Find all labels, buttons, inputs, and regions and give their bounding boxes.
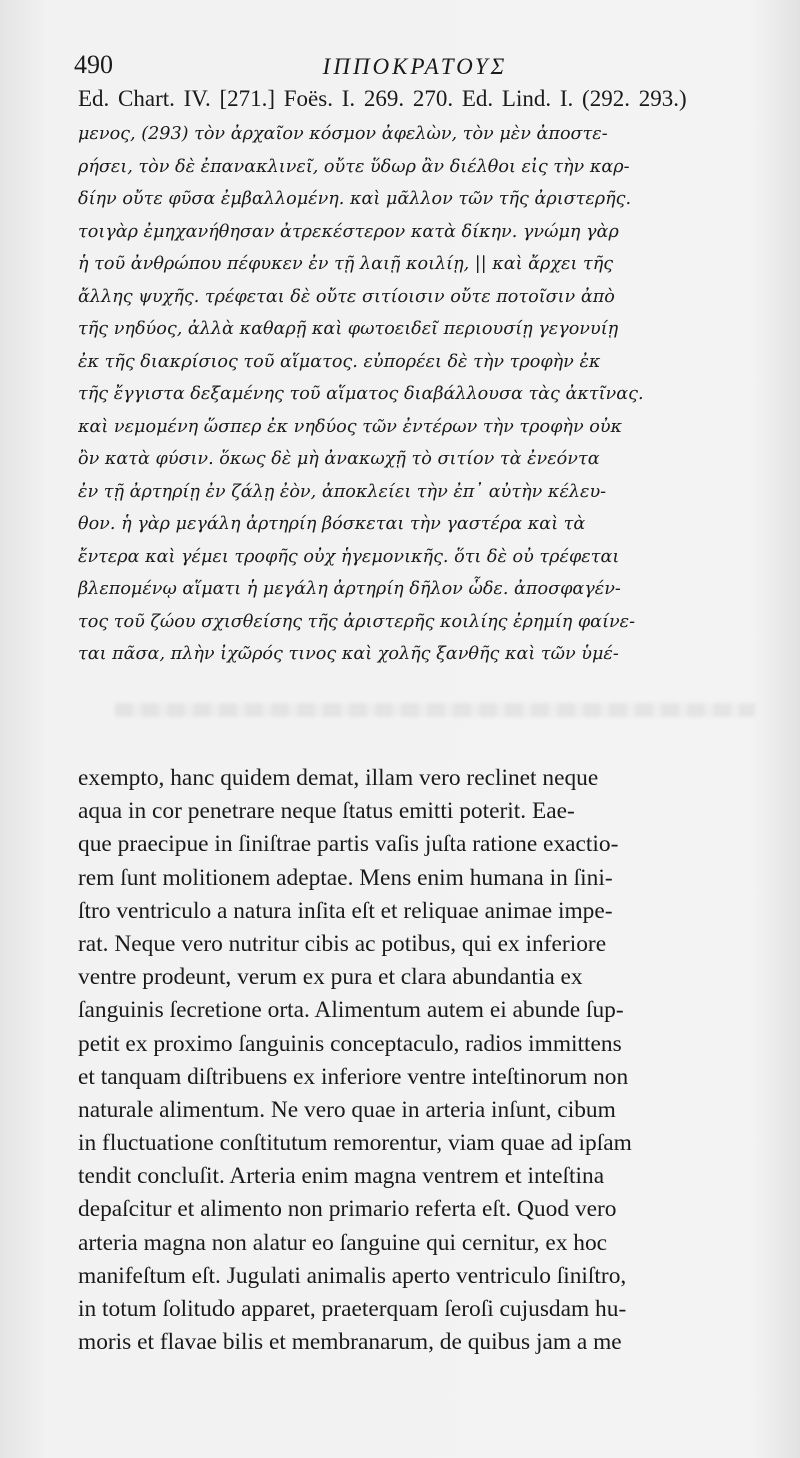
latin-line: naturale alimentum. Ne vero quae in arteria inſunt, cibum (78, 1096, 616, 1123)
edition-reference: Ed. Chart. IV. [271.] Foës. I. 269. 270. Ed. Lind. I. (292. 293.) (78, 86, 687, 111)
greek-line: τοιγὰρ ἐμηχανήθησαν ἀτρεκέστερον κατὰ δίκην. γνώμη γὰρ (78, 221, 619, 242)
page-number: 490 (74, 50, 113, 79)
greek-line: μενος, (293) τὸν ἀρχαῖον κόσμον ἀφελὼν, τὸν μὲν ἀποστε- (78, 124, 608, 144)
greek-line: ὂν κατὰ φύσιν. ὅκως δὲ μὴ ἀνακωχῇ τὸ σιτίον τὰ ἐνεόντα (78, 449, 600, 469)
greek-line: ται πᾶσα, πλὴν ἰχῶρός τινος καὶ χολῆς ξανθῆς καὶ τῶν ὑμέ- (78, 644, 619, 664)
latin-line: tendit concluſit. Arteria enim magna ventrem et inteſtina (78, 1163, 605, 1190)
latin-line: ventre prodeunt, verum ex pura et clara abundantia ex (78, 964, 583, 991)
greek-line: ρήσει, τὸν δὲ ἐπανακλινεῖ, οὔτε ὕδωρ ἂν διέλθοι εἰς τὴν καρ- (78, 156, 630, 177)
latin-line: depaſcitur et alimento non primario referta eſt. Quod vero (78, 1196, 617, 1223)
page-header (74, 50, 756, 84)
latin-line: arteria magna non alatur eo ſanguine qui cernitur, ex hoc (78, 1229, 608, 1256)
latin-line: in totum ſolitudo apparet, praeterquam ſeroſi cujusdam hu- (78, 1296, 627, 1322)
greek-line: ἄλλης ψυχῆς. τρέφεται δὲ οὔτε σιτίοισιν οὔτε ποτοῖσιν ἀπὸ (78, 286, 615, 307)
running-title: ΙΠΠΟΚΡΑΤΟΥΣ (322, 54, 508, 79)
latin-line: in fluctuatione conſtitutum remorentur, viam quae ad ipſam (78, 1130, 632, 1157)
greek-line: ἡ τοῦ ἀνθρώπου πέφυκεν ἐν τῇ λαιῇ κοιλίῃ, || καὶ ἄρχει τῆς (78, 254, 614, 274)
bleed-through-shadow (115, 703, 755, 717)
latin-line: exempto, hanc quidem demat, illam vero reclinet neque (78, 765, 599, 791)
greek-line: καὶ νεμομένη ὥσπερ ἐκ νηδύος τῶν ἐντέρων τὴν τροφὴν οὐκ (78, 416, 623, 437)
greek-line: θον. ἡ γὰρ μεγάλη ἀρτηρίη βόσκεται τὴν γαστέρα καὶ τὰ (78, 514, 586, 534)
greek-line: τῆς ἔγγιστα δεξαμένης τοῦ αἵματος διαβάλλουσα τὰς ἀκτῖνας. (78, 384, 644, 404)
latin-line: rem ſunt molitionem adeptae. Mens enim humana in ſini- (78, 864, 613, 891)
greek-line: τῆς νηδύος, ἀλλὰ καθαρῇ καὶ φωτοειδεῖ περιουσίῃ γεγονυίῃ (78, 319, 619, 339)
greek-line: ἔντερα καὶ γέμει τροφῆς οὐχ ἡγεμονικῆς. ὅτι δὲ οὐ τρέφεται (78, 546, 620, 567)
greek-line: βλεπομένῳ αἵματι ἡ μεγάλη ἀρτηρίη δῆλον ὧδε. ἀποσφαγέν- (78, 579, 621, 599)
greek-line: τος τοῦ ζώου σχισθείσης τῆς ἀριστερῆς κοιλίης ἐρημίη φαίνε- (78, 611, 636, 632)
greek-text-block (78, 118, 768, 671)
latin-line: moris et flavae bilis et membranarum, de quibus jam a me (78, 1329, 622, 1356)
latin-line: rat. Neque vero nutritur cibis ac potibus, qui ex inferiore (78, 930, 607, 957)
greek-line: ἐν τῇ ἀρτηρίῃ ἐν ζάλῃ ἐὸν, ἀποκλείει τὴν ἐπ᾽ αὐτὴν κέλευ- (78, 481, 607, 502)
latin-line: petit ex proximo ſanguinis conceptaculo, radios immittens (78, 1030, 622, 1057)
greek-line: δίην οὔτε φῦσα ἐμβαλλομένη. καὶ μᾶλλον τῶν τῆς ἀριστερῆς. (78, 189, 632, 209)
latin-line: que praecipue in ſiniſtrae partis vaſis juſta ratione exactio- (78, 831, 619, 858)
latin-line: manifeſtum eſt. Jugulati animalis aperto ventriculo ſiniſtro, (78, 1262, 627, 1289)
latin-line: aqua in cor penetrare neque ſtatus emitti poterit. Eae- (78, 798, 575, 825)
latin-translation-block (78, 762, 768, 1359)
latin-line: et tanquam diſtribuens ex inferiore ventre inteſtinorum non (78, 1063, 629, 1090)
greek-line: ἐκ τῆς διακρίσιος τοῦ αἵματος. εὐπορέει δὲ τὴν τροφὴν ἐκ (78, 351, 601, 372)
latin-line: ſanguinis ſecretione orta. Alimentum autem ei abunde ſup- (78, 997, 624, 1024)
latin-line: ſtro ventriculo a natura inſita eſt et reliquae animae impe- (78, 897, 613, 924)
